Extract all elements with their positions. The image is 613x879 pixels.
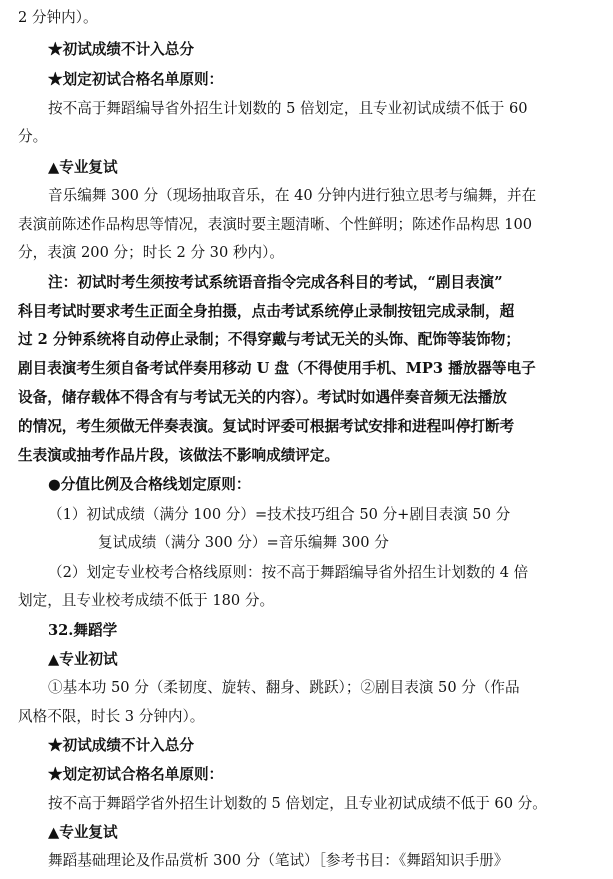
- text-line: 舞蹈基础理论及作品赏析 300 分（笔试）［参考书目：《舞蹈知识手册》: [48, 852, 509, 869]
- text-line: （1）初试成绩（满分 100 分）=技术技巧组合 50 分+剧目表演 50 分: [48, 506, 511, 523]
- heading-triangle: ▲专业复试: [48, 159, 118, 176]
- text-line: 表演前陈述作品构思等情况，表演时要主题清晰、个性鲜明；陈述作品构思 100: [18, 216, 533, 233]
- heading-triangle: ▲专业复试: [48, 824, 118, 841]
- note-line: 生表演或抽考作品片段，该做法不影响成绩评定。: [18, 447, 340, 464]
- text-line: 复试成绩（满分 300 分）=音乐编舞 300 分: [98, 534, 389, 551]
- heading-star: ★初试成绩不计入总分: [48, 737, 194, 754]
- text-line: （2）划定专业校考合格线原则：按不高于舞蹈编导省外招生计划数的 4 倍: [48, 564, 529, 581]
- text-line: ①基本功 50 分（柔韧度、旋转、翻身、跳跃）；②剧目表演 50 分（作品: [48, 679, 520, 696]
- heading-bullet: ●分值比例及合格线划定原则：: [48, 476, 251, 493]
- heading-star: ★划定初试合格名单原则：: [48, 766, 224, 783]
- heading-star: ★划定初试合格名单原则：: [48, 71, 224, 88]
- text-line: 分，表演 200 分；时长 2 分 30 秒内）。: [18, 244, 284, 261]
- text-line: 按不高于舞蹈学省外招生计划数的 5 倍划定，且专业初试成绩不低于 60 分。: [48, 795, 547, 812]
- note-line: 过 2 分钟系统将自动停止录制；不得穿戴与考试无关的头饰、配饰等装饰物；: [18, 331, 520, 348]
- note-line: 的情况，考生须做无伴奏表演。复试时评委可根据考试安排和进程叫停打断考: [18, 418, 515, 435]
- text-line: 音乐编舞 300 分（现场抽取音乐，在 40 分钟内进行独立思考与编舞，并在: [48, 187, 537, 204]
- note-line: 设备，储存载体不得含有与考试无关的内容）。考试时如遇伴奏音频无法播放: [18, 389, 507, 406]
- heading-triangle: ▲专业初试: [48, 651, 118, 668]
- text-line: 风格不限，时长 3 分钟内）。: [18, 708, 205, 725]
- note-line: 剧目表演考生须自备考试伴奏用移动 U 盘（不得使用手机、MP3 播放器等电子: [18, 360, 536, 377]
- text-line: 2 分钟内）。: [18, 9, 98, 26]
- heading-star: ★初试成绩不计入总分: [48, 41, 194, 58]
- text-line: 按不高于舞蹈编导省外招生计划数的 5 倍划定，且专业初试成绩不低于 60: [48, 100, 528, 117]
- text-line: 分。: [18, 128, 48, 145]
- note-line: 注：初试时考生须按考试系统语音指令完成各科目的考试，“剧目表演”: [48, 274, 503, 291]
- section-heading: 32.舞蹈学: [48, 622, 118, 639]
- note-line: 科目考试时要求考生正面全身拍摄，点击考试系统停止录制按钮完成录制，超: [18, 303, 515, 320]
- text-line: 划定，且专业校考成绩不低于 180 分。: [18, 592, 275, 609]
